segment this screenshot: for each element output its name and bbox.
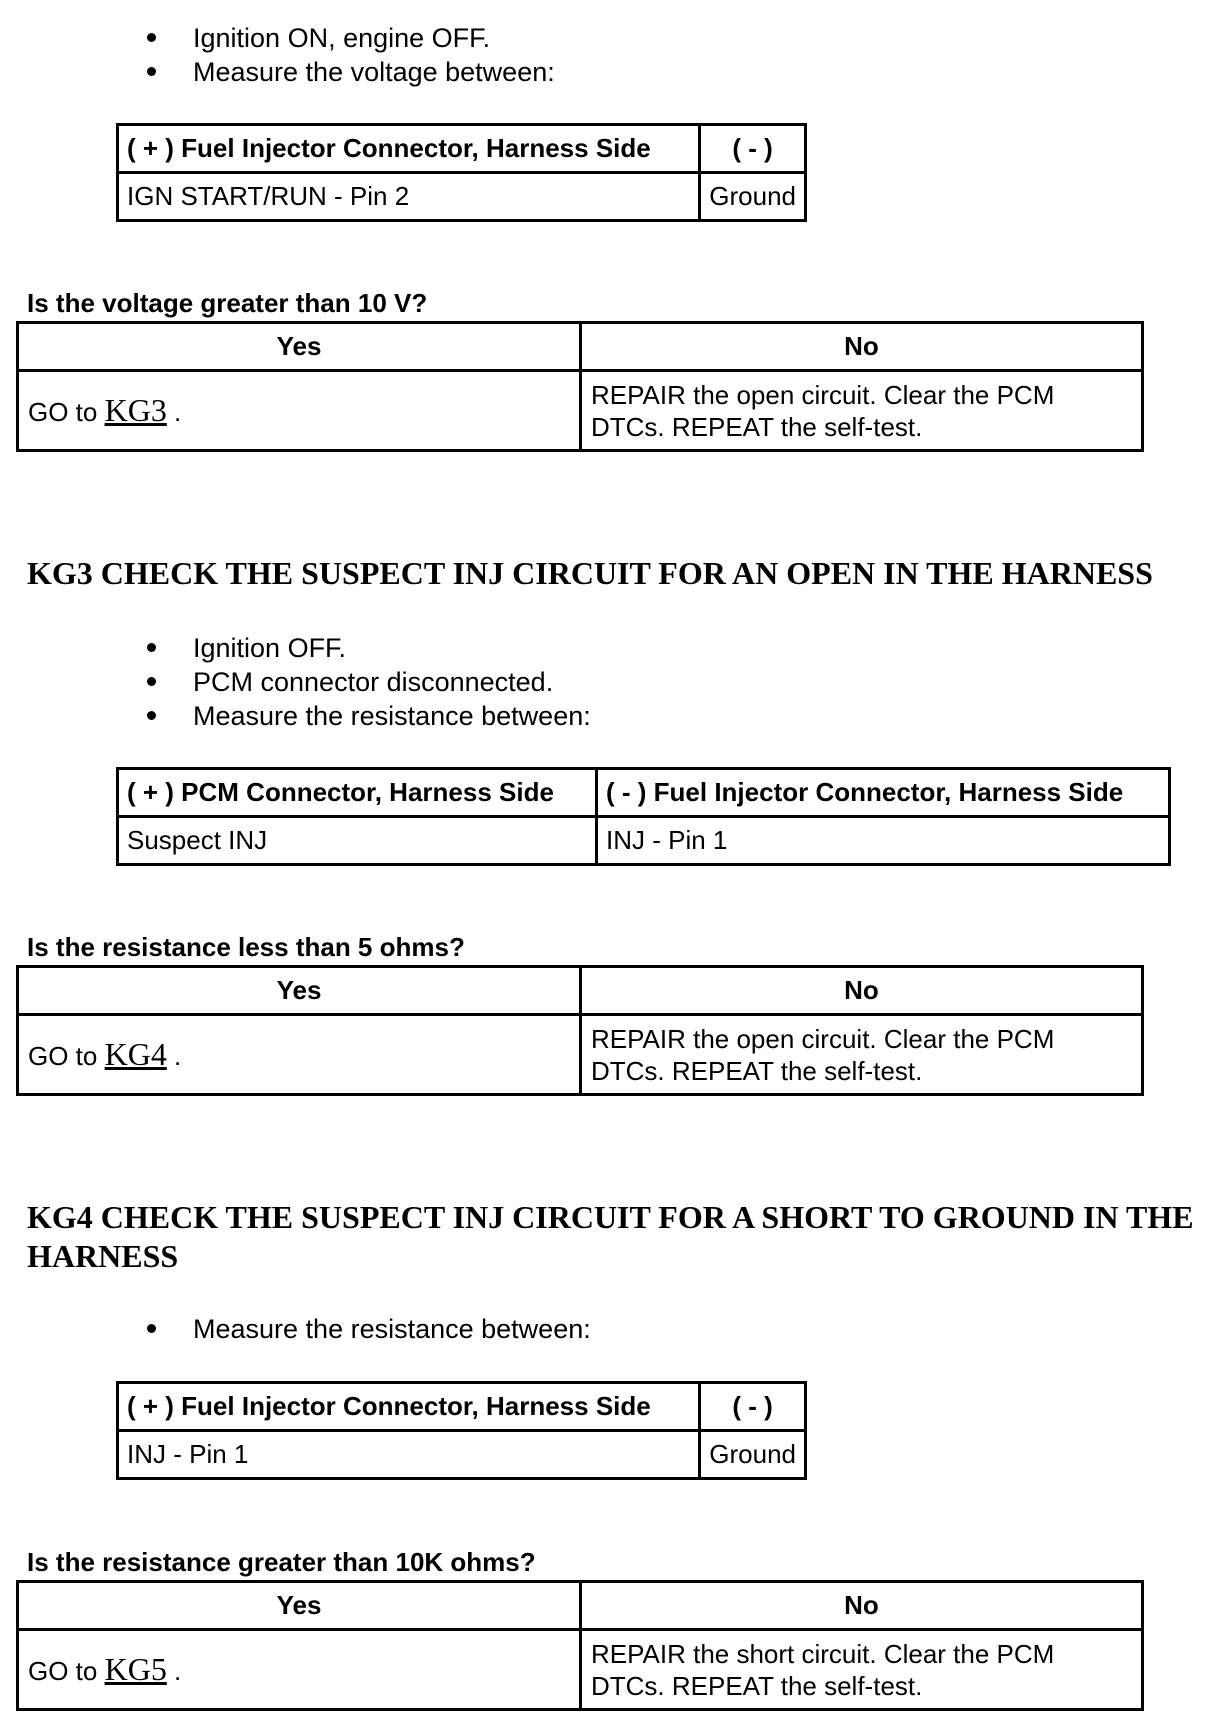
kg2-question: Is the voltage greater than 10 V?: [27, 288, 428, 318]
list-item: Measure the resistance between:: [143, 1312, 591, 1346]
kg2-yes-no-table: [16, 321, 1144, 452]
table-header: ( - ): [700, 1383, 806, 1431]
kg3-bullet-list: [143, 631, 591, 733]
no-header: No: [581, 967, 1143, 1015]
yes-cell: GO to KG4 .: [18, 1015, 581, 1095]
yes-header: Yes: [18, 967, 581, 1015]
kg3-link[interactable]: KG3: [104, 392, 167, 428]
list-item: Measure the voltage between:: [143, 55, 555, 89]
kg2-measurement-table: [116, 123, 807, 222]
bullet-icon: [147, 677, 156, 686]
bullet-icon: [147, 33, 156, 42]
kg5-link[interactable]: KG5: [104, 1651, 167, 1687]
table-cell: INJ - Pin 1: [597, 817, 1170, 865]
kg4-link[interactable]: KG4: [104, 1036, 167, 1072]
bullet-icon: [147, 643, 156, 652]
table-cell: Ground: [700, 1431, 806, 1479]
bullet-icon: [147, 711, 156, 720]
table-cell: IGN START/RUN - Pin 2: [118, 173, 700, 221]
yes-cell: GO to KG3 .: [18, 371, 581, 451]
bullet-icon: [147, 1324, 156, 1333]
kg4-bullet-list: [143, 1312, 591, 1346]
no-header: No: [581, 323, 1143, 371]
yes-header: Yes: [18, 323, 581, 371]
no-cell: REPAIR the open circuit. Clear the PCM DTCs. REPEAT the self-test.: [581, 371, 1143, 451]
kg3-question: Is the resistance less than 5 ohms?: [27, 932, 465, 962]
table-cell: INJ - Pin 1: [118, 1431, 700, 1479]
table-header: ( + ) Fuel Injector Connector, Harness Side: [118, 125, 700, 173]
table-cell: Suspect INJ: [118, 817, 597, 865]
table-cell: Ground: [700, 173, 806, 221]
table-header: ( + ) PCM Connector, Harness Side: [118, 769, 597, 817]
table-header: ( - ): [700, 125, 806, 173]
bullet-icon: [147, 67, 156, 76]
kg4-measurement-table: [116, 1381, 807, 1480]
kg4-yes-no-table: [16, 1580, 1144, 1711]
list-item: Measure the resistance between:: [143, 699, 591, 733]
no-cell: REPAIR the short circuit. Clear the PCM DTCs. REPEAT the self-test.: [581, 1630, 1143, 1710]
kg4-step-title: KG4 CHECK THE SUSPECT INJ CIRCUIT FOR A SHORT TO GROUND IN THE HARNESS: [27, 1199, 1194, 1274]
kg3-step-title: KG3 CHECK THE SUSPECT INJ CIRCUIT FOR AN OPEN IN THE HARNESS: [27, 555, 1153, 591]
list-item: PCM connector disconnected.: [143, 665, 591, 699]
kg2-bullet-list: [143, 21, 555, 89]
list-item: Ignition OFF.: [143, 631, 591, 665]
table-header: ( + ) Fuel Injector Connector, Harness Side: [118, 1383, 700, 1431]
no-header: No: [581, 1582, 1143, 1630]
kg3-yes-no-table: [16, 965, 1144, 1096]
no-cell: REPAIR the open circuit. Clear the PCM DTCs. REPEAT the self-test.: [581, 1015, 1143, 1095]
yes-header: Yes: [18, 1582, 581, 1630]
yes-cell: GO to KG5 .: [18, 1630, 581, 1710]
table-header: ( - ) Fuel Injector Connector, Harness Side: [597, 769, 1170, 817]
kg4-question: Is the resistance greater than 10K ohms?: [27, 1547, 536, 1577]
list-item: Ignition ON, engine OFF.: [143, 21, 555, 55]
kg3-measurement-table: [116, 767, 1171, 866]
